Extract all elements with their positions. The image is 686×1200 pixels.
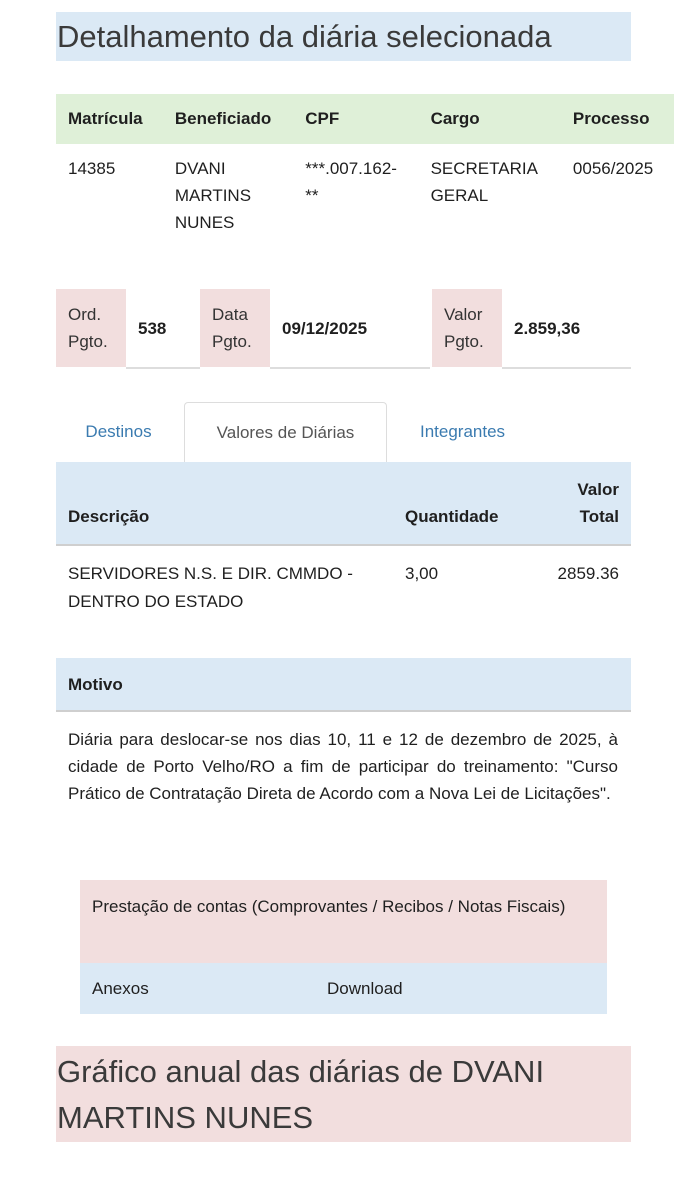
values-table xyxy=(56,462,631,637)
header-cpf: CPF xyxy=(293,94,418,144)
header-matricula: Matrícula xyxy=(56,94,163,144)
tabs xyxy=(56,402,631,463)
header-descricao: Descrição xyxy=(56,462,393,545)
header-valor-total-line: Valor xyxy=(577,480,619,499)
descricao-line: SERVIDORES N.S. E DIR. CMMDO - xyxy=(68,564,353,583)
header-quantidade: Quantidade xyxy=(393,462,513,545)
tab-integrantes[interactable]: Integrantes xyxy=(419,422,506,441)
motivo-header: Motivo xyxy=(56,658,631,712)
valor-pgto-value: 2.859,36 xyxy=(502,289,631,369)
anexos-label: Anexos xyxy=(92,979,149,998)
cpf-line: ***.007.162- xyxy=(305,159,397,178)
cell-valor-total: 2859.36 xyxy=(557,564,619,583)
header-processo: Processo xyxy=(561,94,674,144)
valor-pgto-label-line: Valor xyxy=(444,305,483,324)
beneficiary-table-header xyxy=(56,94,674,144)
data-pgto-label xyxy=(200,289,270,367)
header-cargo: Cargo xyxy=(419,94,561,144)
table-row xyxy=(56,144,674,240)
beneficiado-line: DVANI xyxy=(174,159,226,178)
ord-pgto-label-line: Pgto. xyxy=(68,332,108,351)
beneficiado-line: MARTINS xyxy=(174,186,252,205)
values-table-header xyxy=(56,462,631,545)
cargo-line: SECRETARIA xyxy=(430,159,538,178)
prestacao-title: Prestação de contas (Comprovantes / Recibos / Notas Fiscais) xyxy=(80,880,607,963)
payment-summary xyxy=(56,289,631,369)
ord-pgto-value: 538 xyxy=(126,289,200,369)
cell-cargo xyxy=(419,144,561,240)
anexos-row xyxy=(80,963,607,1014)
cell-cpf xyxy=(293,144,418,240)
motivo-text: Diária para deslocar-se nos dias 10, 11 e 12 de dezembro de 2025, à cidade de Porto Velho/RO a fim de participar do treinamento: "Curso Prático de Contratação Direta de Acordo com a Nova Lei de Licitações". xyxy=(68,730,618,803)
ord-pgto-label xyxy=(56,289,126,367)
valor-pgto-label-line: Pgto. xyxy=(444,332,484,351)
cell-descricao xyxy=(56,545,393,637)
data-pgto-label-line: Pgto. xyxy=(212,332,252,351)
header-beneficiado: Beneficiado xyxy=(163,94,293,144)
prestacao-de-contas xyxy=(80,880,607,1014)
beneficiado-line: NUNES xyxy=(174,213,235,232)
cell-beneficiado xyxy=(163,144,293,240)
cargo-line: GERAL xyxy=(430,186,489,205)
table-row xyxy=(56,545,631,637)
tab-valores-de-diarias[interactable]: Valores de Diárias xyxy=(184,402,387,463)
cell-matricula: 14385 xyxy=(68,159,116,178)
page-title: Detalhamento da diária selecionada xyxy=(56,12,631,61)
ord-pgto-label-line: Ord. xyxy=(68,305,102,324)
cell-quantidade: 3,00 xyxy=(405,564,439,583)
tab-destinos[interactable]: Destinos xyxy=(85,422,152,441)
header-valor-total-line: Total xyxy=(579,507,619,526)
cpf-line: ** xyxy=(305,186,319,205)
chart-title: Gráfico anual das diárias de DVANI MARTINS NUNES xyxy=(56,1046,631,1142)
descricao-line: DENTRO DO ESTADO xyxy=(68,592,244,611)
header-valor-total xyxy=(513,462,631,545)
cell-processo: 0056/2025 xyxy=(572,159,654,178)
data-pgto-label-line: Data xyxy=(212,305,248,324)
valor-pgto-label xyxy=(432,289,502,367)
download-link[interactable]: Download xyxy=(327,979,403,998)
beneficiary-table xyxy=(56,94,674,240)
data-pgto-value: 09/12/2025 xyxy=(270,289,430,369)
